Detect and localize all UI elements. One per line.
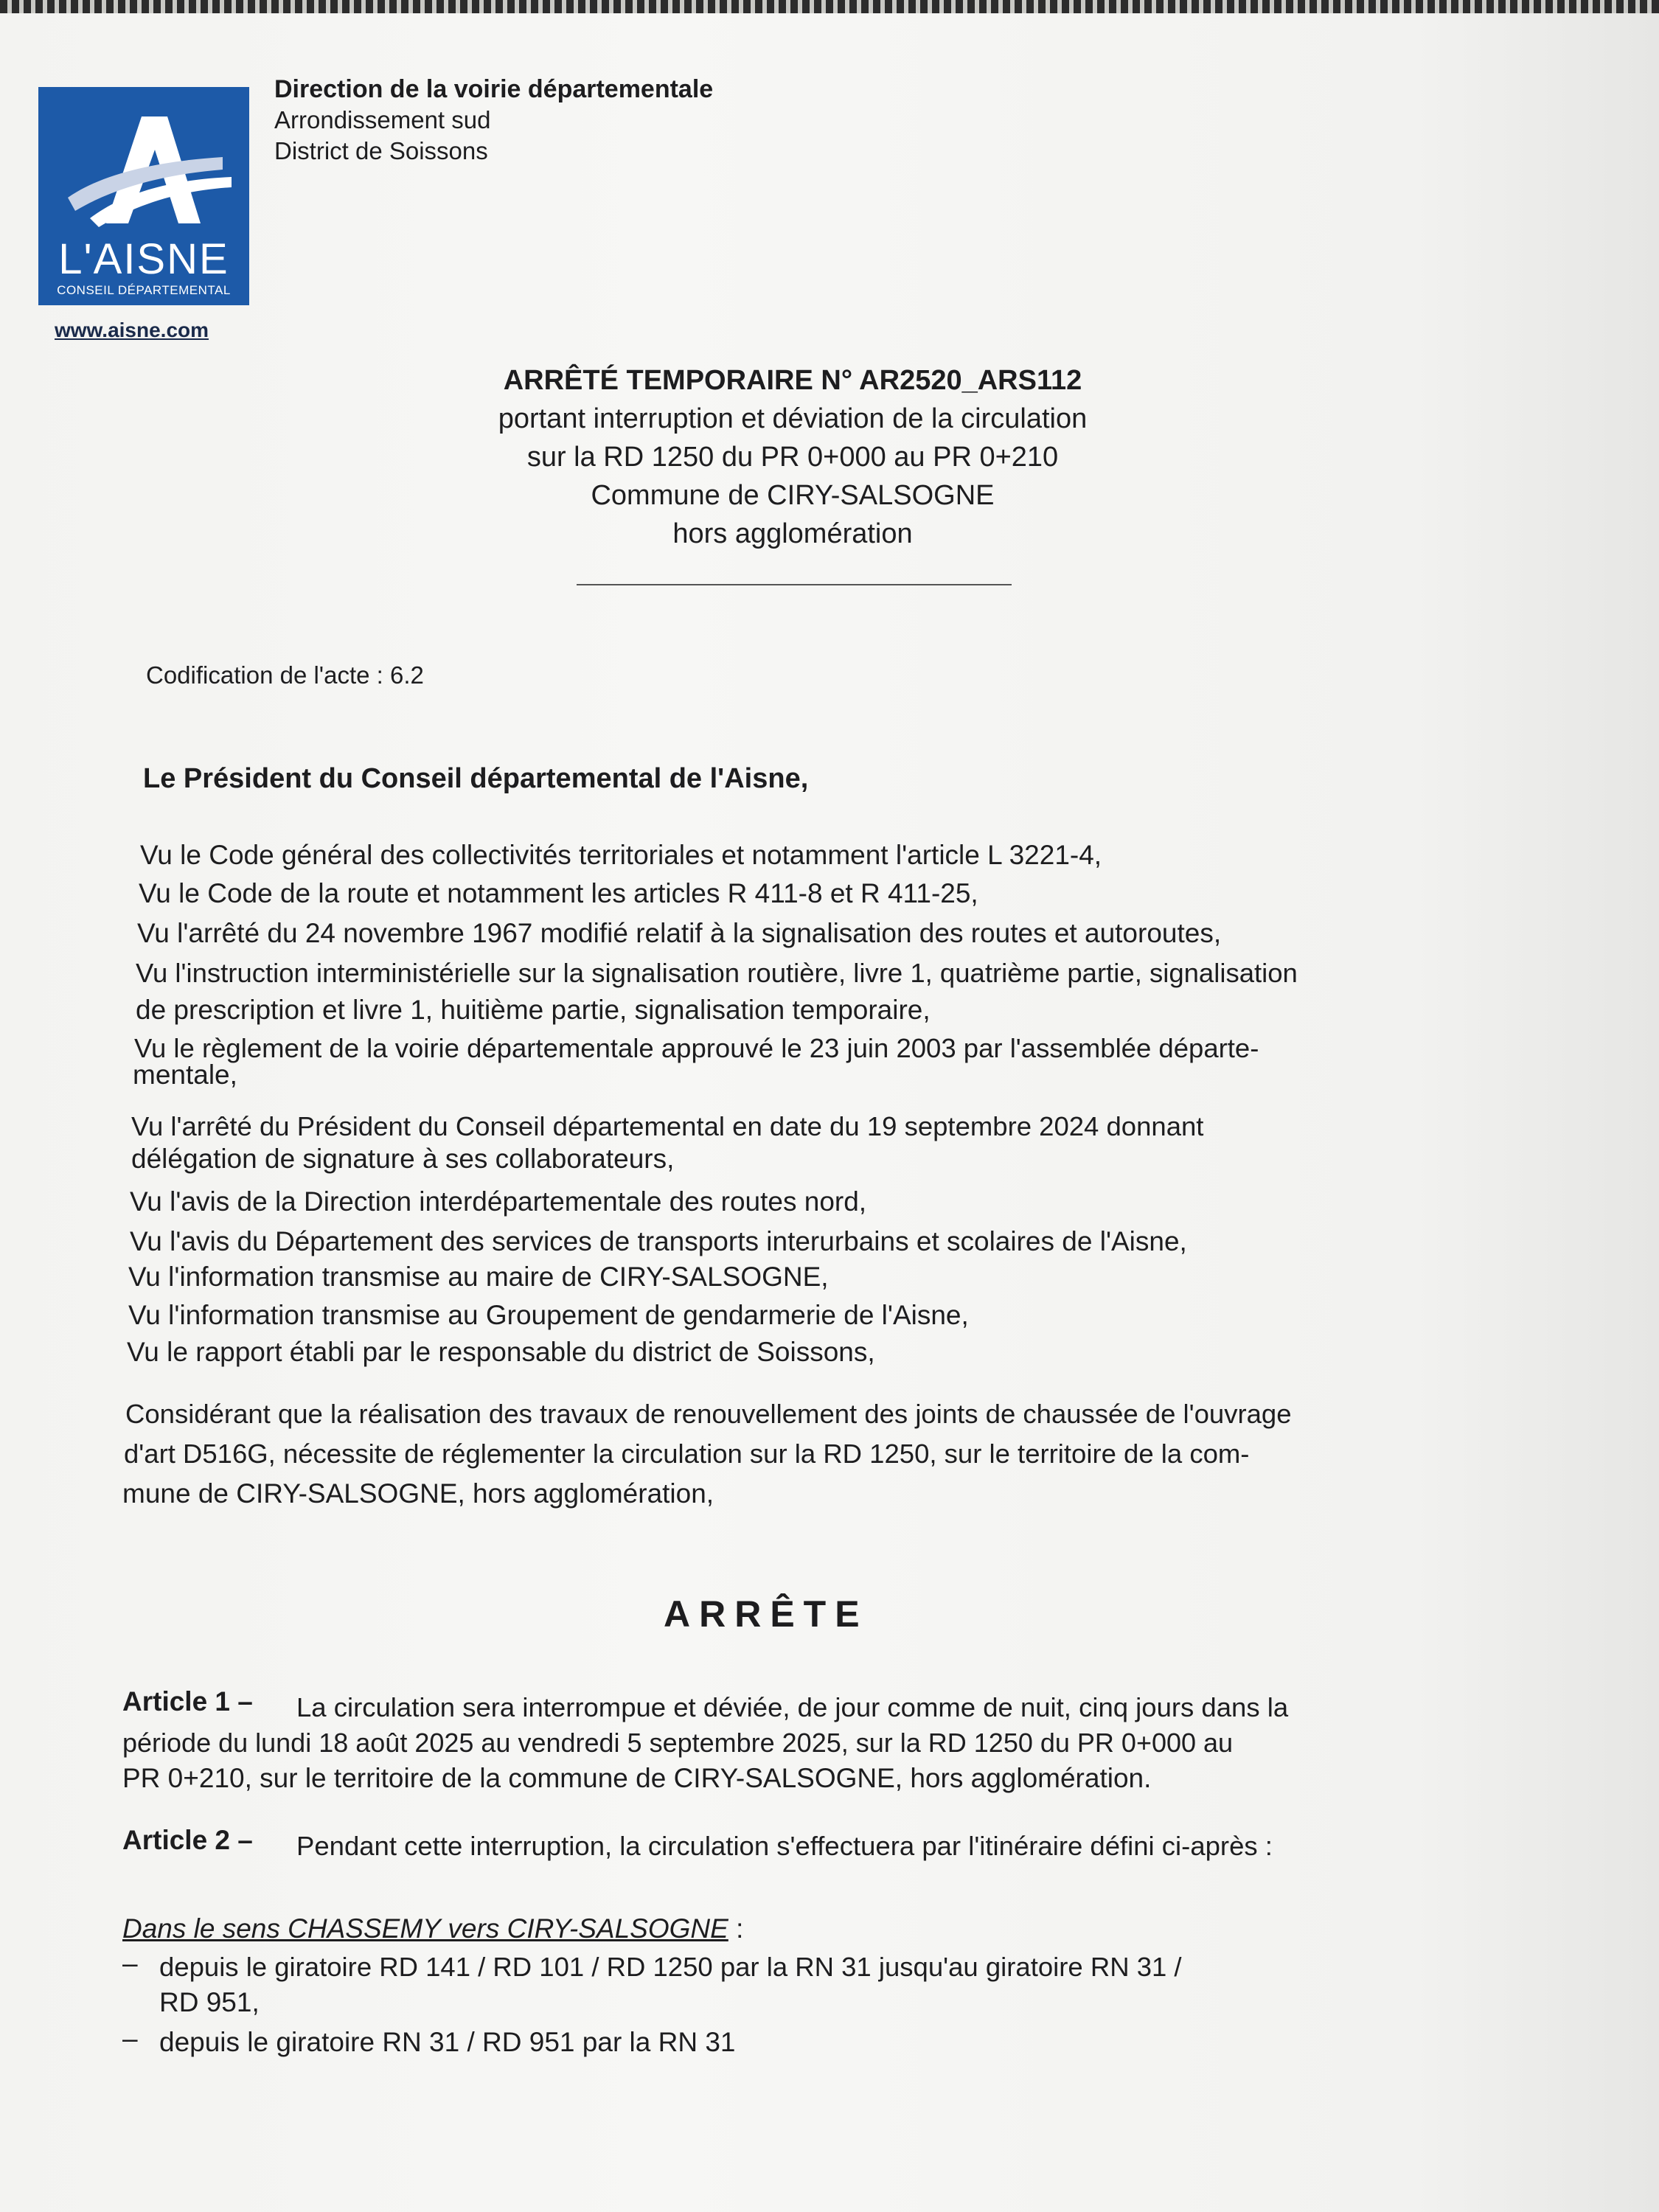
article-2-text: Pendant cette interruption, la circulation s'effectuera par l'itinéraire défini ci-après :	[296, 1831, 1273, 1861]
vu-line: Vu l'arrêté du 24 novembre 1967 modifié relatif à la signalisation des routes et autoroutes,	[137, 918, 1222, 948]
article-1-line: période du lundi 18 août 2025 au vendredi 5 septembre 2025, sur la RD 1250 du PR 0+000 au	[122, 1728, 1234, 1758]
considerant-line: Considérant que la réalisation des travaux de renouvellement des joints de chaussée de l'ouvrage	[125, 1399, 1292, 1429]
codification: Codification de l'acte : 6.2	[146, 661, 424, 689]
title-divider	[577, 584, 1012, 585]
vu-line: Vu l'information transmise au maire de CIRY-SALSOGNE,	[128, 1262, 829, 1292]
article-1-label: Article 1 –	[122, 1686, 253, 1717]
article-2-label: Article 2 –	[122, 1825, 253, 1855]
vu-line: Vu le rapport établi par le responsable du district de Soissons,	[127, 1337, 875, 1367]
issuer-header	[274, 74, 713, 167]
arrondissement: Arrondissement sud	[274, 106, 491, 133]
website-link[interactable]: www.aisne.com	[55, 319, 209, 341]
vu-line: Vu l'avis du Département des services de transports interurbains et scolaires de l'Aisne,	[130, 1226, 1187, 1256]
direction-name: Direction de la voirie départementale	[274, 75, 714, 103]
vu-line: Vu l'avis de la Direction interdépartementale des routes nord,	[130, 1186, 867, 1217]
order-number: ARRÊTÉ TEMPORAIRE N° AR2520_ARS112	[503, 365, 1082, 396]
considerant-line: mune de CIRY-SALSOGNE, hors agglomération,	[122, 1478, 714, 1509]
vu-line: de prescription et livre 1, huitième partie, signalisation temporaire,	[136, 995, 931, 1025]
title-line-3: sur la RD 1250 du PR 0+000 au PR 0+210	[526, 442, 1059, 473]
vu-line: délégation de signature à ses collaborateurs,	[131, 1144, 675, 1174]
aisne-logo	[38, 87, 249, 305]
vu-line: mentale,	[133, 1060, 237, 1090]
itinerary-item-1: depuis le giratoire RD 141 / RD 101 / RD 1250 par la RN 31 jusqu'au giratoire RN 31 /	[159, 1952, 1182, 1982]
direction-suffix: :	[728, 1913, 744, 1944]
considerant-line: d'art D516G, nécessite de réglementer la circulation sur la RD 1250, sur le territoire de la com-	[124, 1439, 1250, 1469]
vu-line: Vu le Code général des collectivités territoriales et notamment l'article L 3221-4,	[140, 840, 1102, 870]
article-1-line: PR 0+210, sur le territoire de la commune de CIRY-SALSOGNE, hors agglomération.	[122, 1763, 1152, 1793]
title-line-2: portant interruption et déviation de la circulation	[498, 403, 1088, 434]
vu-line: Vu l'arrêté du Président du Conseil départemental en date du 19 septembre 2024 donnant	[131, 1111, 1204, 1141]
president-heading: Le Président du Conseil départemental de l'Aisne,	[143, 763, 809, 794]
district: District de Soissons	[274, 137, 488, 164]
logo-name: L'AISNE	[58, 235, 229, 283]
direction-label: Dans le sens CHASSEMY vers CIRY-SALSOGNE	[122, 1913, 728, 1944]
top-edge-strip	[0, 0, 1659, 13]
list-bullet: –	[122, 1948, 138, 1978]
order-title	[424, 361, 1161, 553]
arrete-heading: ARRÊTE	[664, 1593, 869, 1635]
title-line-5: hors agglomération	[672, 518, 913, 549]
title-line-4: Commune de CIRY-SALSOGNE	[591, 480, 995, 511]
list-bullet: –	[122, 2023, 138, 2053]
vu-line: Vu le Code de la route et notamment les articles R 411-8 et R 411-25,	[139, 878, 978, 908]
vu-line: Vu l'information transmise au Groupement de gendarmerie de l'Aisne,	[128, 1300, 969, 1330]
vu-line: Vu l'instruction interministérielle sur la signalisation routière, livre 1, quatrième partie, signalisation	[136, 958, 1298, 988]
vu-line: Vu le règlement de la voirie départementale approuvé le 23 juin 2003 par l'assemblée départe-	[134, 1033, 1259, 1063]
article-1-line: La circulation sera interrompue et déviée, de jour comme de nuit, cinq jours dans la	[296, 1692, 1289, 1722]
itinerary-item-2: depuis le giratoire RN 31 / RD 951 par la RN 31	[159, 2027, 736, 2057]
article-2-direction	[122, 1910, 743, 1948]
logo-subtitle: CONSEIL DÉPARTEMENTAL	[57, 283, 231, 297]
itinerary-item-1-cont: RD 951,	[159, 1987, 260, 2017]
